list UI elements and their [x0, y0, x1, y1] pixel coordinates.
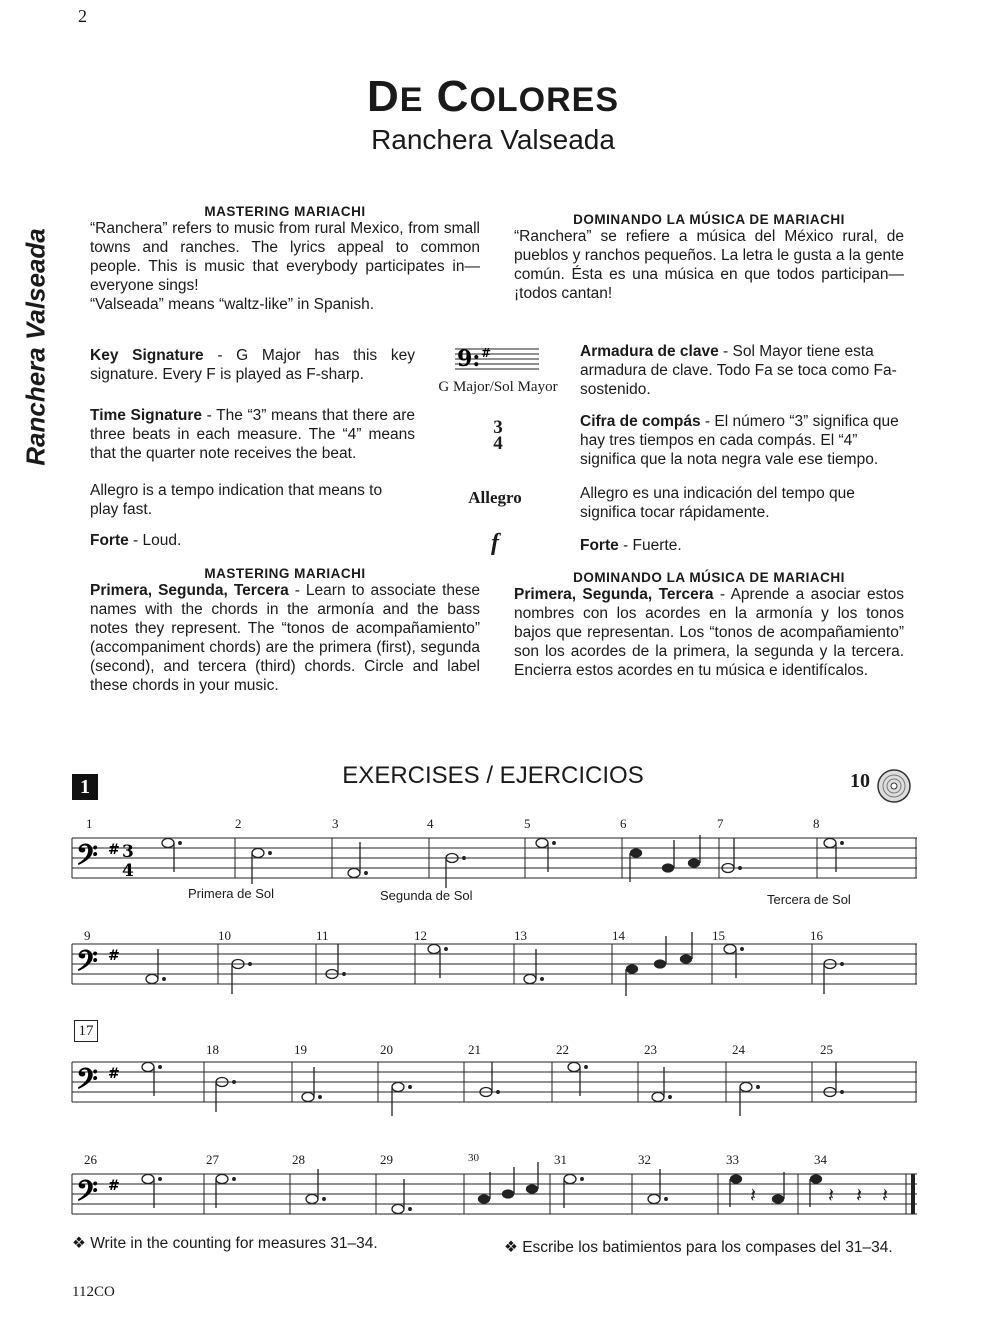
measure-number: 31 [554, 1152, 567, 1167]
term-allegro-es: Allegro es una indicación del tempo que significa tocar rápidamente. [580, 485, 855, 521]
measure-number: 25 [820, 1042, 833, 1057]
measure-number: 34 [814, 1152, 827, 1167]
measure-number: 18 [206, 1042, 219, 1057]
key-signature-staff-icon [455, 346, 539, 372]
intro-right [514, 212, 904, 303]
intro-left [90, 204, 480, 314]
svg-text:9:: 9: [457, 346, 481, 372]
svg-text:#: # [481, 346, 492, 360]
page-subtitle: Ranchera Valseada [371, 124, 615, 155]
measure-number: 14 [612, 928, 625, 943]
page-code: 112CO [72, 1284, 115, 1300]
measure-number: 22 [556, 1042, 569, 1057]
svg-text:3: 3 [122, 842, 134, 862]
term-forte-es: Forte - Fuerte. [580, 537, 682, 554]
svg-text:𝄢: 𝄢 [76, 839, 98, 879]
measure-number: 12 [414, 928, 427, 943]
staff-3-notation [72, 1050, 917, 1120]
measure-number: 28 [292, 1152, 305, 1167]
measure-number: 4 [427, 816, 434, 831]
svg-text:𝄽: 𝄽 [828, 1183, 835, 1207]
svg-text:𝄽: 𝄽 [856, 1183, 863, 1207]
track-number: 10 [850, 770, 870, 792]
chords-en-text: Primera, Segunda, Tercera - Learn to associate these names with the chords in the armonía and the bass notes they represent. The “tonos de acompañamiento” (accompaniment chords) are the primera (first), segunda (second), and tercera (third) chords. Circle and label these chords in your music. [90, 582, 480, 694]
exercises-title: EXERCISES / EJERCICIOS [342, 762, 644, 789]
page-title: DE COLORES [366, 72, 620, 121]
heading-mastering-mariachi: MASTERING MARIACHI [204, 204, 366, 219]
side-label: Ranchera Valseada [20, 228, 51, 466]
measure-number: 6 [620, 816, 627, 831]
measure-number: 9 [84, 928, 91, 943]
measure-number: 27 [206, 1152, 219, 1167]
chords-left [90, 566, 480, 695]
measure-number: 24 [732, 1042, 745, 1057]
measure-number: 29 [380, 1152, 393, 1167]
time-signature-icon: 3 4 [493, 417, 503, 454]
heading-dominando: DOMINANDO LA MÚSICA DE MARIACHI [573, 212, 845, 227]
svg-text:𝄢: 𝄢 [76, 1175, 98, 1215]
svg-text:𝄽: 𝄽 [882, 1183, 889, 1207]
svg-text:#: # [108, 948, 120, 964]
staff-4-notation [72, 1162, 917, 1232]
measure-number: 16 [810, 928, 823, 943]
chords-right [514, 570, 904, 680]
footer-instruction-en: ❖ Write in the counting for measures 31–34. [72, 1235, 378, 1252]
measure-number: 8 [813, 816, 820, 831]
heading-mastering-mariachi-2: MASTERING MARIACHI [204, 566, 366, 581]
measure-number: 33 [726, 1152, 739, 1167]
intro-en-text-1: “Ranchera” refers to music from rural Mexico, from small towns and ranches. The lyrics appeal to common people. This is music that everybody participates in—everyone sings! [90, 220, 480, 294]
measure-number: 13 [514, 928, 527, 943]
allegro-marking: Allegro [468, 488, 522, 507]
svg-text:𝄢: 𝄢 [76, 1063, 98, 1103]
term-key-signature-en: Key Signature - G Major has this key signature. Every F is played as F-sharp. [90, 347, 416, 383]
term-forte-en: Forte - Loud. [90, 532, 182, 549]
chord-label-segunda: Segunda de Sol [380, 888, 473, 903]
measure-number: 21 [468, 1042, 481, 1057]
intro-en-text-2: “Valseada” means “waltz-like” in Spanish. [90, 296, 374, 313]
chord-label-primera: Primera de Sol [188, 886, 274, 901]
measure-number: 20 [380, 1042, 393, 1057]
forte-marking: f [491, 530, 499, 556]
staff-line-3 [72, 1042, 917, 1120]
svg-text:#: # [108, 1066, 120, 1082]
svg-text:#: # [108, 842, 120, 858]
svg-text:𝄢: 𝄢 [76, 945, 98, 985]
measure-number: 23 [644, 1042, 657, 1057]
measure-number: 10 [218, 928, 231, 943]
term-time-signature-es: Cifra de compás - El número “3” significa que hay tres tiempos en cada compás. El “4” significa que la nota negra vale ese tiempo. [580, 413, 899, 468]
measure-number: 19 [294, 1042, 307, 1057]
term-time-signature-en: Time Signature - The “3” means that there are three beats in each measure. The “4” means that the quarter note receives the beat. [90, 407, 416, 462]
staff-line-1 [72, 816, 917, 912]
cd-icon [876, 768, 912, 804]
measure-number: 1 [86, 816, 93, 831]
intro-es-text: “Ranchera” se refiere a música del México rural, de pueblos y ranchos pequeños. La letra le gusta a la gente común. Ésta es una música en que todos participan—¡todos cantan! [514, 228, 904, 302]
staff-line-4 [72, 1152, 917, 1232]
key-signature-label: G Major/Sol Mayor [438, 379, 558, 395]
staff-line-2 [72, 928, 917, 1002]
measure-number: 26 [84, 1152, 97, 1167]
term-allegro-en: Allegro is a tempo indication that means to play fast. [90, 482, 383, 518]
measure-number: 7 [717, 816, 724, 831]
page-number: 2 [78, 6, 87, 26]
svg-text:#: # [108, 1178, 120, 1194]
exercise-number-box: 1 [72, 774, 98, 800]
measure-number: 2 [235, 816, 242, 831]
staff-2-notation [72, 932, 917, 1002]
measure-number: 32 [638, 1152, 651, 1167]
svg-text:4: 4 [122, 861, 134, 881]
measure-number: 30 [468, 1152, 479, 1164]
measure-number: 11 [316, 928, 329, 943]
measure-number: 3 [332, 816, 339, 831]
term-key-signature-es: Armadura de clave - Sol Mayor tiene esta armadura de clave. Todo Fa se toca como Fa-sostenido. [580, 343, 897, 398]
measure-number: 5 [524, 816, 531, 831]
rehearsal-mark: 17 [74, 1020, 98, 1042]
heading-dominando-2: DOMINANDO LA MÚSICA DE MARIACHI [573, 570, 845, 585]
footer-instruction-es: ❖ Escribe los batimientos para los compases del 31–34. [504, 1239, 893, 1256]
chord-label-tercera: Tercera de Sol [767, 892, 851, 907]
svg-text:𝄽: 𝄽 [750, 1183, 757, 1207]
measure-number: 15 [712, 928, 725, 943]
chords-es-text: Primera, Segunda, Tercera - Aprende a asociar estos nombres con los acordes en la armonía y los tonos bajos que representan. Los “tonos de acompañamiento” son los acordes de la primera, la segunda y la tercera. Encierra estos acordes en tu música e identifícalos. [514, 586, 905, 679]
